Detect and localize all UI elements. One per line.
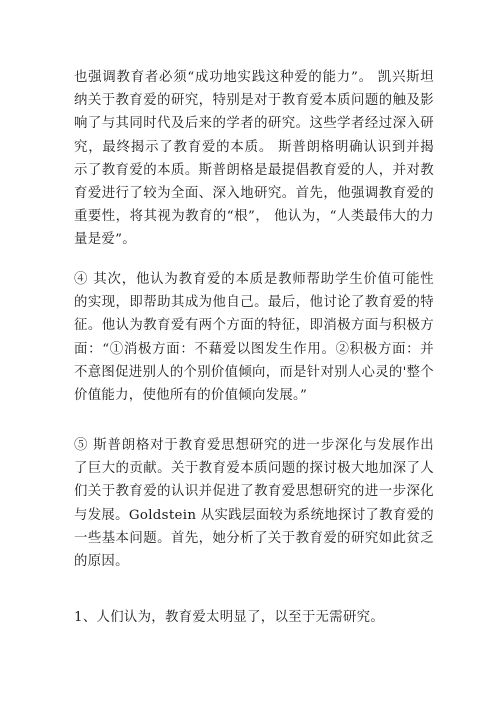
paragraph-3: ⑤ 斯普朗格对于教育爱思想研究的进一步深化与发展作出了巨大的贡献。关于教育爱本质问题的探讨极大地加深了人们关于教育爱的认识并促进了教育爱思想研究的进一步深化与发展。Goldstein 从实践层面较为系统地探讨了教育爱的一些基本问题。首先，她分析了关于教育爱的研究如此贫乏的原因。 <box>74 438 434 570</box>
paragraph-2: ④ 其次，他认为教育爱的本质是教师帮助学生价值可能性的实现，即帮助其成为他自己。最后，他讨论了教育爱的特征。他认为教育爱有两个方面的特征，即消极方面与积极方面：“①消极方面：不藉爱以图发生作用。②积极方面：并不意图促进别人的个别价值倾向，而是针对别人心灵的'整个价值能力，使他所有的价值倾向发展。” <box>74 272 434 404</box>
paragraph-1: 也强调教育者必须“成功地实践这种爱的能力”。 凯兴斯坦纳关于教育爱的研究，特别是对于教育爱本质问题的触及影响了与其同时代及后来的学者的研究。这些学者经过深入研究，最终揭示了教育爱的本质。 斯普朗格明确认识到并揭示了教育爱的本质。斯普朗格是最提倡教育爱的人，并对教育爱进行了较为全面、深入地研究。首先，他强调教育爱的重要性，将其视为教育的“根”， 他认为，“人类最伟大的力量是爱”。 <box>74 70 434 248</box>
paragraph-4: 1、人们认为，教育爱太明显了，以至于无需研究。 <box>74 610 385 625</box>
